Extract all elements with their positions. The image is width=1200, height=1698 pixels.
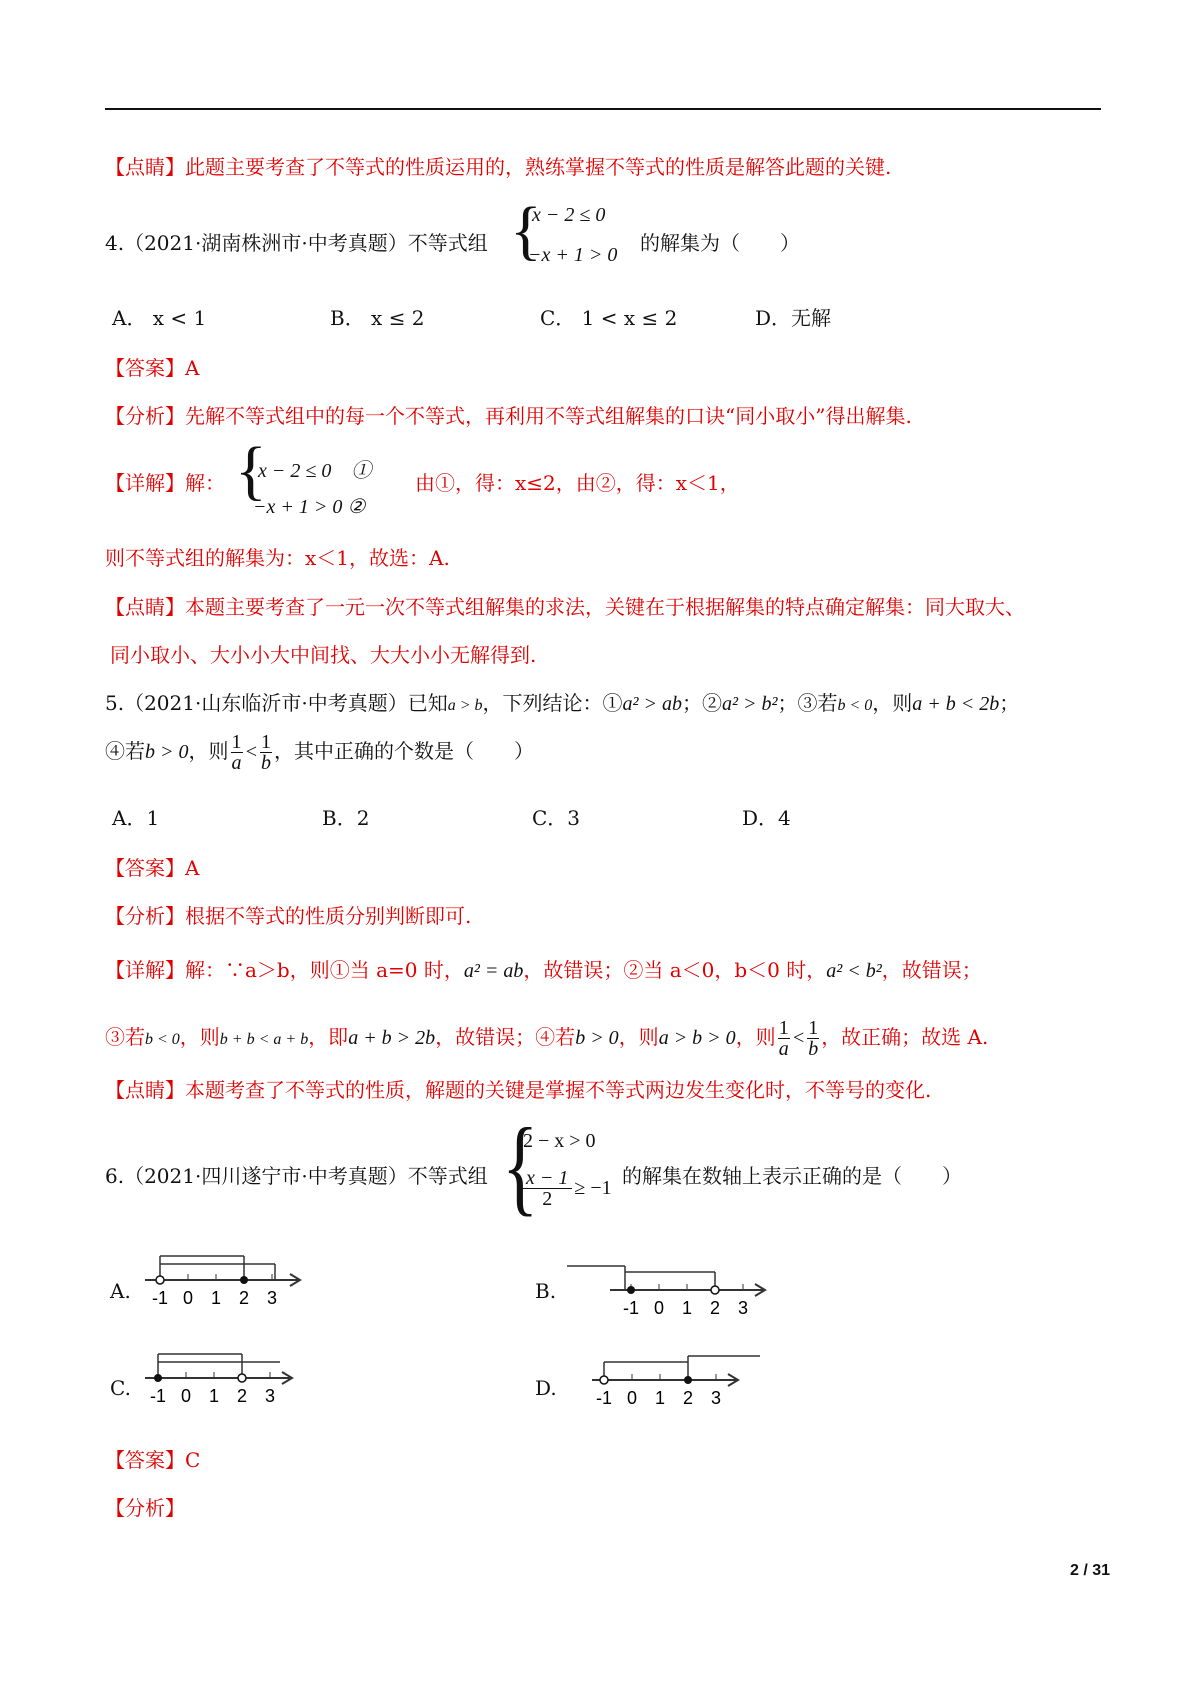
tick-label: 0	[180, 1386, 192, 1406]
q4-sys-2: −x + 1 > 0	[528, 244, 618, 266]
closed-point	[240, 1276, 248, 1284]
tick-label: 2	[709, 1298, 721, 1318]
q6-analysis: 【分析】	[105, 1496, 185, 1520]
q4-sys-1: x − 2 ≤ 0	[532, 204, 606, 226]
page-number: 2 / 31	[1069, 1562, 1110, 1579]
q5-mid: ，下列结论：①	[482, 691, 623, 715]
note-text: 此题主要考查了不等式的性质运用的，熟练掌握不等式的性质是解答此题的关键.	[185, 155, 892, 179]
detail-math: a² = ab	[463, 960, 524, 982]
detail-text: ③若	[105, 1025, 145, 1049]
detail-math: b > 0	[575, 1027, 619, 1049]
q6-prefix: 6.（2021·四川遂宁市·中考真题）不等式组	[105, 1164, 488, 1188]
frac-den: a	[231, 752, 242, 774]
tip-text: 本题主要考查了一元一次不等式组解集的求法，关键在于根据解集的特点确定解集：同大取大、	[185, 595, 1025, 619]
answer-tag: 【答案】	[105, 856, 185, 880]
q5-frac-1b	[260, 732, 272, 773]
tick-label: 1	[210, 1288, 222, 1308]
q6-sys-frac	[522, 1168, 572, 1209]
q5-option-a: A．1	[112, 806, 160, 830]
q5-option-b: B．2	[322, 806, 370, 830]
q4-option-d: D．无解	[755, 306, 832, 330]
q6-answer	[105, 1447, 200, 1473]
tick-label: -1	[149, 1386, 167, 1406]
detail-math: b + b < a + b	[219, 1031, 309, 1048]
tick-label: -1	[595, 1388, 613, 1408]
q4-detail-after: 由①，得：x≤2，由②，得：x＜1，	[415, 471, 740, 495]
detail-prefix: 解：	[185, 471, 225, 495]
q5-c3-cond: b < 0	[837, 697, 873, 714]
q5-given: a > b	[447, 697, 483, 714]
answer-tag: 【答案】	[105, 1448, 185, 1472]
detail-text: ，故错误；	[881, 958, 982, 982]
frac-num: x − 1	[522, 1168, 572, 1189]
q6-sys-1: 2 − x > 0	[523, 1130, 596, 1152]
analysis-tag: 【分析】	[105, 904, 185, 928]
q6-option-b-label: B.	[535, 1279, 557, 1303]
answer-value: C	[185, 1448, 201, 1472]
tick-label: 2	[236, 1386, 248, 1406]
closed-point	[154, 1374, 162, 1382]
q5-conclusion-2: a² > b²	[722, 693, 778, 715]
q6-brace: {	[502, 1107, 539, 1226]
tick-label: 3	[266, 1288, 278, 1308]
q4-option-c: C． 1 < x ≤ 2	[540, 306, 678, 330]
q5-c3-prefix: ；③若	[777, 691, 838, 715]
analysis-text: 先解不等式组中的每一个不等式，再利用不等式组解集的口诀“同小取小”得出解集.	[185, 404, 912, 428]
q4-suffix: 的解集为（ ）	[640, 231, 800, 255]
q5-c4-cond: b > 0	[145, 741, 189, 763]
detail-frac-a	[778, 1018, 790, 1059]
tick-label: 1	[654, 1388, 666, 1408]
open-point	[600, 1376, 608, 1384]
q5-conclusion-1: a² > ab	[622, 693, 682, 715]
tip-text: 本题考查了不等式的性质，解题的关键是掌握不等式两边发生变化时，不等号的变化.	[185, 1078, 932, 1102]
q4-detail-sys-2: −x + 1 > 0 ②	[253, 496, 366, 518]
q4-tip-1	[105, 594, 1025, 620]
detail-text: ，则	[179, 1025, 220, 1049]
q6-option-b-axis	[565, 1262, 775, 1324]
detail-text: ，即	[308, 1025, 349, 1049]
q5-c4-prefix: ④若	[105, 739, 145, 763]
detail-text: ，故错误；④若	[435, 1025, 576, 1049]
q5-detail-2	[105, 1018, 988, 1059]
open-point	[238, 1374, 246, 1382]
tip-tag: 【点睛】	[105, 595, 185, 619]
detail-text: 解：∵a＞b，则①当 a=0 时，	[185, 958, 464, 982]
frac-num: 1	[778, 1017, 789, 1039]
q4-brace: {	[510, 194, 542, 267]
q6-option-a-axis	[140, 1252, 310, 1314]
q4-answer	[105, 355, 199, 381]
tick-label: -1	[622, 1298, 640, 1318]
detail-tag: 【详解】	[105, 471, 185, 495]
detail-math: a² < b²	[826, 960, 882, 982]
frac-den: 2	[542, 1188, 553, 1210]
detail-math: b < 0	[145, 1031, 180, 1048]
q5-tip	[105, 1077, 931, 1103]
q5-prefix: 5.（2021·山东临沂市·中考真题）已知	[105, 691, 448, 715]
open-point	[711, 1286, 719, 1294]
q4-option-b: B． x ≤ 2	[330, 306, 425, 330]
q5-c4-mid: ，则	[188, 739, 229, 763]
detail-rel: <	[791, 1027, 806, 1049]
tick-label: 3	[737, 1298, 749, 1318]
detail-text: ，故正确；故选 A.	[821, 1025, 989, 1049]
q4-detail-label	[105, 470, 225, 496]
answer-value: A	[185, 356, 200, 380]
frac-num: 1	[231, 731, 242, 753]
tick-label: 0	[626, 1388, 638, 1408]
tick-label: 0	[653, 1298, 665, 1318]
tick-label: 1	[681, 1298, 693, 1318]
frac-num: 1	[261, 731, 271, 753]
q5-option-d: D．4	[742, 806, 791, 830]
q5-c3-end: ；	[999, 691, 1020, 715]
analysis-tag: 【分析】	[105, 404, 185, 428]
q4-detail-brace: {	[235, 434, 267, 507]
closed-point	[684, 1376, 692, 1384]
tip-tag: 【点睛】	[105, 1078, 185, 1102]
tick-label: 3	[710, 1388, 722, 1408]
q5-c2-prefix: ；②	[682, 691, 722, 715]
detail-text: ，则	[735, 1025, 776, 1049]
detail-text: ，则	[618, 1025, 659, 1049]
tick-label: 0	[182, 1288, 194, 1308]
frac-den: a	[778, 1038, 789, 1060]
detail-math: a + b > 2b	[348, 1027, 436, 1049]
q6-sys-rel: ≥ −1	[574, 1177, 612, 1199]
header-rule	[105, 108, 1101, 110]
note-tag: 【点睛】	[105, 155, 185, 179]
frac-den: b	[261, 752, 271, 774]
detail-text: ，故错误；②当 a＜0，b＜0 时，	[523, 958, 827, 982]
q4-detail-sys-1: x − 2 ≤ 0 ①	[258, 460, 372, 482]
detail-tag: 【详解】	[105, 958, 185, 982]
q6-option-a-label: A.	[110, 1279, 131, 1303]
q6-sys-2	[520, 1168, 612, 1209]
closed-point	[627, 1286, 635, 1294]
analysis-text: 根据不等式的性质分别判断即可.	[185, 904, 472, 928]
q5-c3-mid: ，则	[872, 691, 913, 715]
tick-label: 2	[238, 1288, 250, 1308]
q5-c4-rel: <	[244, 741, 258, 763]
tick-label: 2	[682, 1388, 694, 1408]
q5-analysis	[105, 903, 471, 929]
q4-prefix: 4.（2021·湖南株洲市·中考真题）不等式组	[105, 231, 488, 255]
tail-note	[105, 154, 891, 180]
q5-conclusion-3: a + b < 2b	[912, 693, 1000, 715]
q5-line1	[105, 690, 1019, 719]
q6-option-d-label: D.	[535, 1376, 557, 1400]
q5-detail-1	[105, 957, 982, 984]
q6-option-c-axis	[140, 1350, 310, 1412]
answer-value: A	[185, 856, 200, 880]
detail-frac-b	[807, 1018, 819, 1059]
q6-option-d-axis	[588, 1352, 768, 1414]
q5-frac-1a	[231, 732, 243, 773]
q4-detail-line2: 则不等式组的解集为：x＜1，故选：A.	[105, 546, 450, 570]
tick-label: 1	[208, 1386, 220, 1406]
answer-tag: 【答案】	[105, 356, 185, 380]
q5-option-c: C．3	[532, 806, 581, 830]
q6-option-c-label: C.	[110, 1376, 131, 1400]
q4-analysis	[105, 403, 912, 429]
q5-answer	[105, 855, 199, 881]
q5-c4-end: ，其中正确的个数是（ ）	[274, 739, 534, 763]
q4-tip-2: 同小取小、大小小大中间找、大大小小无解得到.	[110, 643, 537, 667]
open-point	[156, 1276, 164, 1284]
detail-math: a > b > 0	[658, 1027, 736, 1049]
q6-suffix: 的解集在数轴上表示正确的是（ ）	[622, 1164, 962, 1188]
tick-label: 3	[264, 1386, 276, 1406]
tick-label: -1	[151, 1288, 169, 1308]
frac-den: b	[808, 1038, 819, 1060]
q4-option-a: A． x < 1	[112, 306, 207, 330]
q5-line2	[105, 732, 534, 773]
frac-num: 1	[808, 1017, 819, 1039]
